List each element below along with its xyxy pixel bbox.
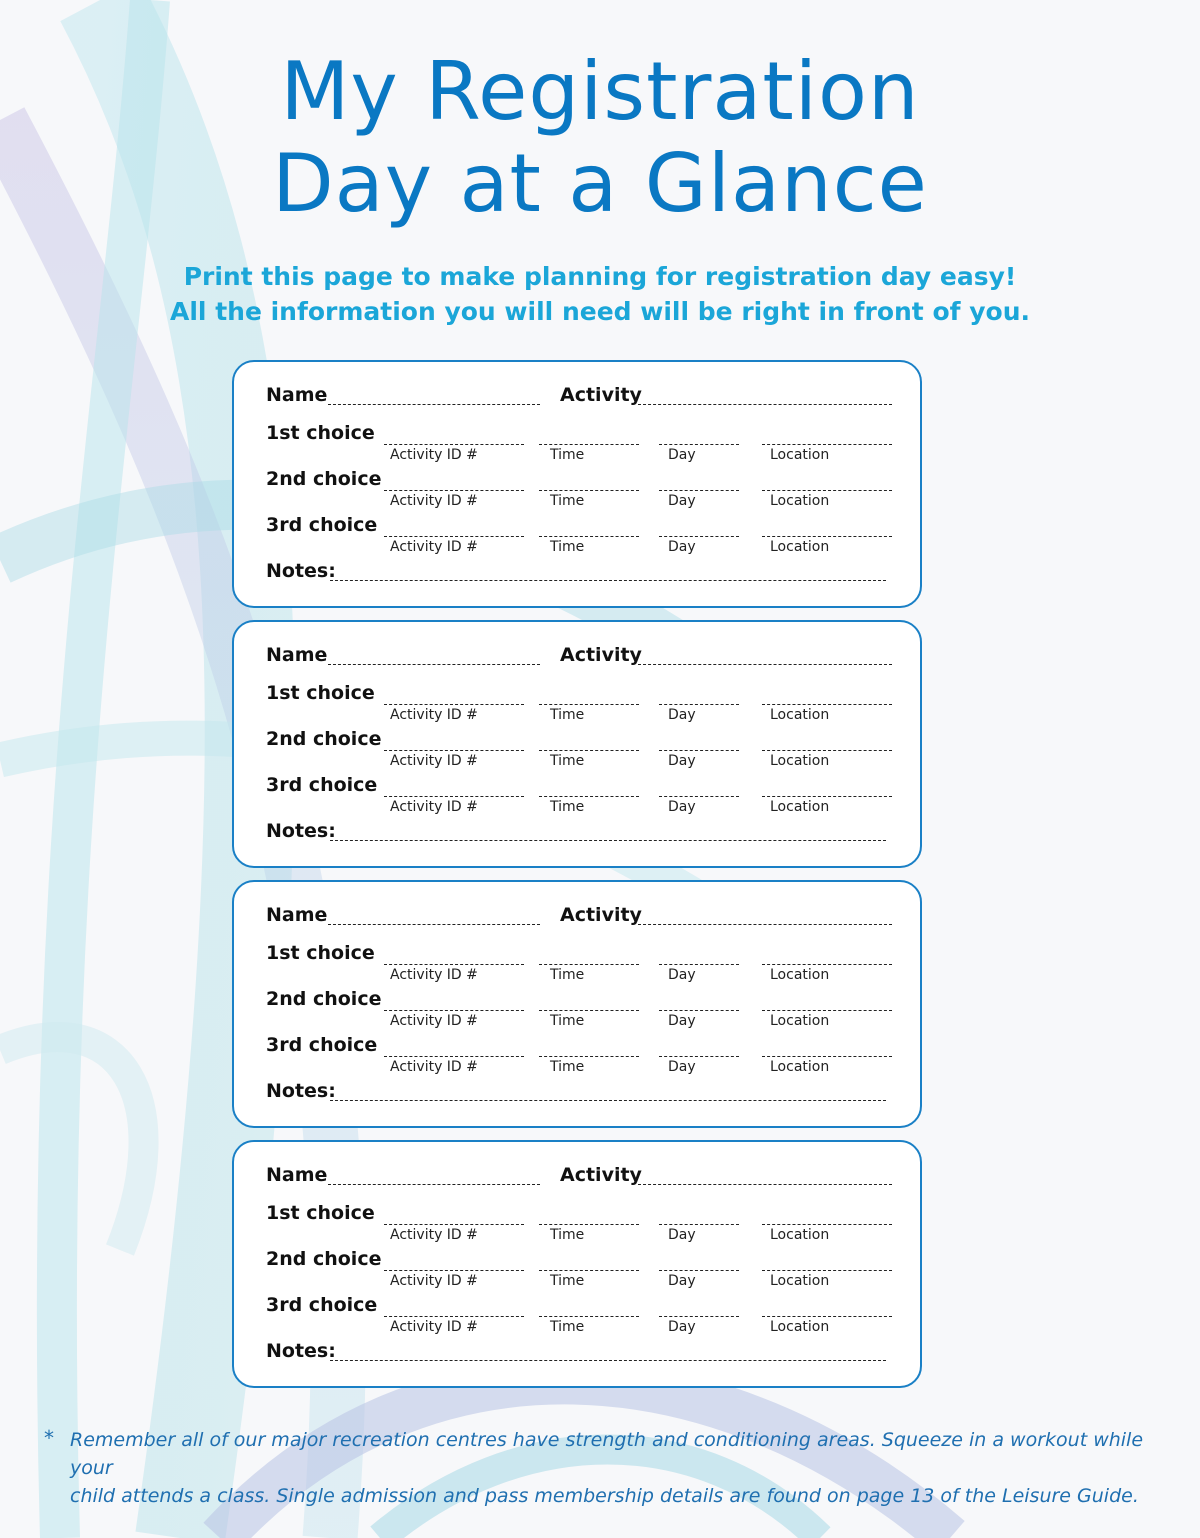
activity-id-label: Activity ID # — [390, 447, 478, 463]
location-field[interactable] — [762, 490, 892, 491]
location-label: Location — [770, 707, 830, 723]
time-label: Time — [550, 539, 585, 555]
day-label: Day — [668, 1227, 696, 1243]
location-label: Location — [770, 539, 830, 555]
name-label: Name — [266, 1164, 328, 1186]
day-label: Day — [668, 447, 696, 463]
location-label: Location — [770, 1227, 830, 1243]
day-field[interactable] — [659, 796, 739, 797]
location-field[interactable] — [762, 536, 892, 537]
time-field[interactable] — [539, 490, 639, 491]
day-label: Day — [668, 1319, 696, 1335]
time-label: Time — [550, 1059, 585, 1075]
location-field[interactable] — [762, 750, 892, 751]
location-field[interactable] — [762, 1270, 892, 1271]
time-label: Time — [550, 447, 585, 463]
day-field[interactable] — [659, 704, 739, 705]
notes-label: Notes: — [266, 1340, 336, 1362]
time-label: Time — [550, 1013, 585, 1029]
day-field[interactable] — [659, 1270, 739, 1271]
activity-label: Activity — [560, 904, 642, 926]
activity-id-field[interactable] — [384, 490, 524, 491]
choice-label: 3rd choice — [266, 1294, 378, 1316]
location-field[interactable] — [762, 1010, 892, 1011]
day-field[interactable] — [659, 1224, 739, 1225]
activity-id-field[interactable] — [384, 1316, 524, 1317]
activity-id-label: Activity ID # — [390, 1059, 478, 1075]
time-field[interactable] — [539, 1270, 639, 1271]
activity-id-label: Activity ID # — [390, 799, 478, 815]
time-label: Time — [550, 1319, 585, 1335]
location-label: Location — [770, 799, 830, 815]
activity-id-label: Activity ID # — [390, 967, 478, 983]
notes-field[interactable] — [330, 1360, 886, 1361]
location-field[interactable] — [762, 704, 892, 705]
location-label: Location — [770, 967, 830, 983]
time-label: Time — [550, 707, 585, 723]
notes-field[interactable] — [330, 580, 886, 581]
activity-id-label: Activity ID # — [390, 707, 478, 723]
choice-label: 1st choice — [266, 682, 375, 704]
choice-label: 2nd choice — [266, 728, 382, 750]
day-field[interactable] — [659, 536, 739, 537]
page-title-line-1: My Registration — [280, 45, 920, 138]
notes-field[interactable] — [330, 1100, 886, 1101]
time-field[interactable] — [539, 1010, 639, 1011]
day-label: Day — [668, 1273, 696, 1289]
activity-id-field[interactable] — [384, 964, 524, 965]
activity-id-label: Activity ID # — [390, 1013, 478, 1029]
day-field[interactable] — [659, 964, 739, 965]
name-label: Name — [266, 644, 328, 666]
day-label: Day — [668, 707, 696, 723]
choice-label: 3rd choice — [266, 774, 378, 796]
name-field[interactable] — [328, 664, 540, 665]
footnote — [70, 1426, 1150, 1510]
name-field[interactable] — [328, 924, 540, 925]
time-field[interactable] — [539, 444, 639, 445]
time-field[interactable] — [539, 536, 639, 537]
activity-field[interactable] — [638, 404, 892, 405]
time-field[interactable] — [539, 704, 639, 705]
footnote-line-1: Remember all of our major recreation centres have strength and conditioning areas. Squeeze in a workout while your — [70, 1429, 1144, 1479]
day-field[interactable] — [659, 1056, 739, 1057]
activity-id-field[interactable] — [384, 536, 524, 537]
name-field[interactable] — [328, 1184, 540, 1185]
activity-id-field[interactable] — [384, 796, 524, 797]
day-field[interactable] — [659, 750, 739, 751]
day-label: Day — [668, 493, 696, 509]
day-label: Day — [668, 753, 696, 769]
day-field[interactable] — [659, 1010, 739, 1011]
choice-label: 1st choice — [266, 1202, 375, 1224]
name-field[interactable] — [328, 404, 540, 405]
activity-id-field[interactable] — [384, 444, 524, 445]
activity-id-label: Activity ID # — [390, 539, 478, 555]
activity-field[interactable] — [638, 1184, 892, 1185]
choice-label: 1st choice — [266, 942, 375, 964]
time-label: Time — [550, 753, 585, 769]
choice-label: 2nd choice — [266, 468, 382, 490]
activity-id-label: Activity ID # — [390, 753, 478, 769]
registration-card — [232, 880, 922, 1128]
choice-label: 3rd choice — [266, 1034, 378, 1056]
notes-label: Notes: — [266, 820, 336, 842]
location-field[interactable] — [762, 1224, 892, 1225]
activity-id-field[interactable] — [384, 704, 524, 705]
activity-id-label: Activity ID # — [390, 1227, 478, 1243]
day-label: Day — [668, 539, 696, 555]
name-label: Name — [266, 384, 328, 406]
activity-field[interactable] — [638, 664, 892, 665]
time-field[interactable] — [539, 750, 639, 751]
registration-card — [232, 360, 922, 608]
subtitle-line-1: Print this page to make planning for registration day easy! — [183, 262, 1017, 291]
time-label: Time — [550, 1273, 585, 1289]
time-label: Time — [550, 1227, 585, 1243]
activity-id-label: Activity ID # — [390, 1319, 478, 1335]
location-label: Location — [770, 1013, 830, 1029]
location-label: Location — [770, 1273, 830, 1289]
location-label: Location — [770, 493, 830, 509]
location-field[interactable] — [762, 1056, 892, 1057]
activity-field[interactable] — [638, 924, 892, 925]
location-label: Location — [770, 447, 830, 463]
footnote-star-icon: * — [44, 1426, 54, 1450]
choice-label: 2nd choice — [266, 988, 382, 1010]
subtitle-line-2: All the information you will need will be right in front of you. — [170, 297, 1030, 326]
activity-id-field[interactable] — [384, 1010, 524, 1011]
activity-label: Activity — [560, 384, 642, 406]
footnote-line-2: child attends a class. Single admission and pass membership details are found on page 13 of the Leisure Guide. — [70, 1485, 1139, 1507]
activity-label: Activity — [560, 1164, 642, 1186]
day-field[interactable] — [659, 444, 739, 445]
activity-label: Activity — [560, 644, 642, 666]
location-field[interactable] — [762, 796, 892, 797]
choice-label: 3rd choice — [266, 514, 378, 536]
time-field[interactable] — [539, 1056, 639, 1057]
activity-id-label: Activity ID # — [390, 1273, 478, 1289]
registration-card — [232, 620, 922, 868]
time-label: Time — [550, 967, 585, 983]
activity-id-field[interactable] — [384, 1224, 524, 1225]
location-label: Location — [770, 753, 830, 769]
notes-label: Notes: — [266, 1080, 336, 1102]
day-label: Day — [668, 1059, 696, 1075]
day-label: Day — [668, 1013, 696, 1029]
time-field[interactable] — [539, 964, 639, 965]
day-label: Day — [668, 799, 696, 815]
notes-label: Notes: — [266, 560, 336, 582]
activity-id-field[interactable] — [384, 1056, 524, 1057]
choice-label: 1st choice — [266, 422, 375, 444]
time-field[interactable] — [539, 796, 639, 797]
time-field[interactable] — [539, 1316, 639, 1317]
location-label: Location — [770, 1319, 830, 1335]
day-label: Day — [668, 967, 696, 983]
page-title-line-2: Day at a Glance — [272, 137, 928, 230]
name-label: Name — [266, 904, 328, 926]
location-field[interactable] — [762, 964, 892, 965]
day-field[interactable] — [659, 490, 739, 491]
registration-card — [232, 1140, 922, 1388]
location-field[interactable] — [762, 444, 892, 445]
location-field[interactable] — [762, 1316, 892, 1317]
day-field[interactable] — [659, 1316, 739, 1317]
activity-id-field[interactable] — [384, 1270, 524, 1271]
activity-id-field[interactable] — [384, 750, 524, 751]
time-label: Time — [550, 493, 585, 509]
activity-id-label: Activity ID # — [390, 493, 478, 509]
choice-label: 2nd choice — [266, 1248, 382, 1270]
time-label: Time — [550, 799, 585, 815]
time-field[interactable] — [539, 1224, 639, 1225]
notes-field[interactable] — [330, 840, 886, 841]
location-label: Location — [770, 1059, 830, 1075]
